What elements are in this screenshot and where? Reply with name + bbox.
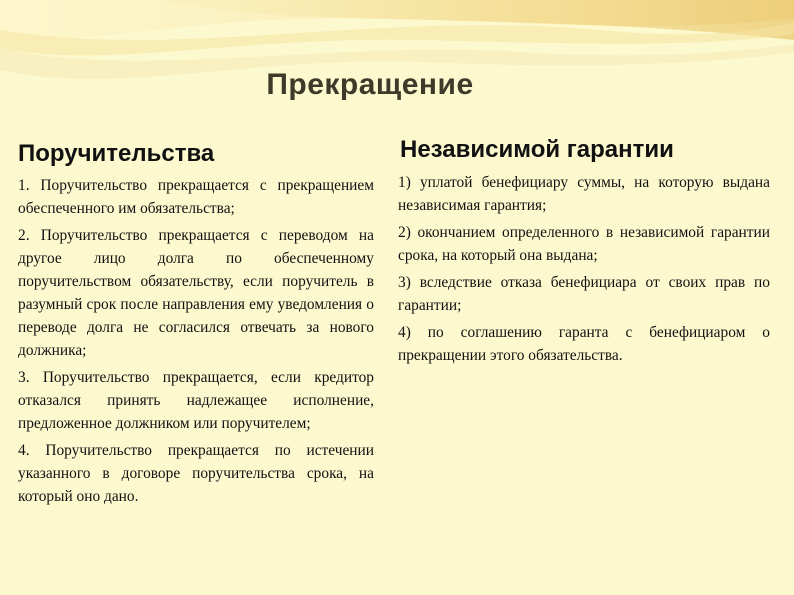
left-item: 2. Поручительство прекращается с переводом на другое лицо долга по обеспеченному поручительством обязательству, если поручитель в разумный срок после направления ему уведомления о переводе долга не согласился отвечать за нового должника; (18, 227, 374, 359)
decorative-waves (0, 0, 794, 120)
right-column-heading: Независимой гарантии (400, 136, 674, 163)
right-item: 3) вследствие отказа бенефициара от своих прав по гарантии; (398, 274, 770, 314)
left-column-heading: Поручительства (18, 140, 215, 167)
left-column-list (18, 174, 374, 512)
right-column-list (398, 171, 770, 371)
right-item: 2) окончанием определенного в независимой гарантии срока, на который она выдана; (398, 224, 770, 264)
right-item: 4) по соглашению гаранта с бенефициаром о прекращении этого обязательства. (398, 324, 770, 364)
left-item: 3. Поручительство прекращается, если кредитор отказался принять надлежащее исполнение, предложенное должником или поручителем; (18, 369, 374, 432)
left-item: 4. Поручительство прекращается по истечении указанного в договоре поручительства срока, на который оно дано. (18, 442, 374, 505)
slide-title: Прекращение (266, 68, 474, 101)
left-item: 1. Поручительство прекращается с прекращением обеспеченного им обязательства; (18, 177, 374, 217)
right-item: 1) уплатой бенефициару суммы, на которую выдана независимая гарантия; (398, 174, 770, 214)
